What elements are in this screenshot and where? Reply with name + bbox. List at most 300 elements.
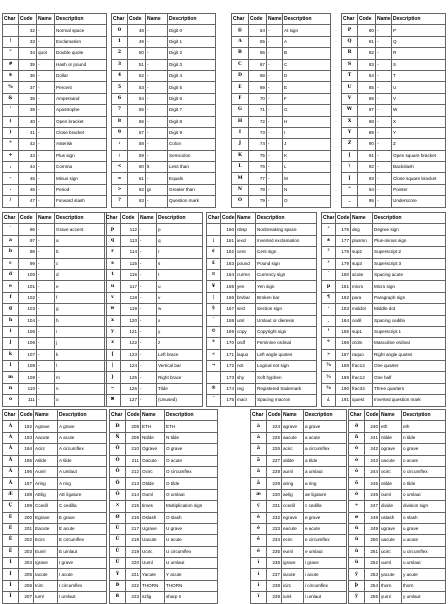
- char-cell: H: [232, 116, 249, 127]
- table-row: [342, 105, 446, 116]
- char-cell: Ê: [3, 535, 19, 546]
- code-cell: 36: [19, 70, 37, 81]
- table-row: [3, 535, 107, 546]
- table-row: [251, 478, 347, 489]
- char-cell: v: [105, 292, 121, 303]
- code-cell: 166: [221, 292, 236, 303]
- description-cell: Greater than: [168, 184, 216, 195]
- entity-name-cell: -: [267, 139, 283, 150]
- description-cell: Colon: [168, 139, 216, 150]
- code-cell: 61: [128, 173, 146, 184]
- char-cell: R: [342, 48, 358, 59]
- code-cell: 47: [19, 196, 37, 207]
- description-cell: x: [157, 315, 203, 326]
- table-row: [322, 315, 446, 326]
- code-cell: 48: [128, 25, 146, 36]
- entity-name-cell: Iacute: [34, 569, 58, 580]
- code-cell: 171: [221, 349, 236, 360]
- description-header: Description: [55, 213, 107, 224]
- char-cell: 4: [112, 70, 128, 81]
- char-cell: |: [105, 361, 121, 372]
- code-cell: 164: [221, 269, 236, 280]
- table-row: [105, 247, 203, 258]
- code-cell: 102: [19, 292, 37, 303]
- description-cell: g: [55, 304, 107, 315]
- char-cell: *: [3, 139, 19, 150]
- code-cell: 249: [365, 523, 380, 534]
- description-cell: Copyright sign: [256, 326, 317, 337]
- char-cell: ¢: [207, 247, 221, 258]
- entity-name-cell: deg: [351, 224, 373, 235]
- entity-name-cell: frac12: [351, 372, 373, 383]
- table-row: [110, 546, 218, 557]
- char-cell: Ò: [110, 444, 126, 455]
- entity-name-cell: uacute: [380, 535, 402, 546]
- entity-name-cell: -: [146, 82, 168, 93]
- code-cell: 174: [221, 383, 236, 394]
- code-cell: 181: [336, 281, 351, 292]
- code-cell: 37: [19, 82, 37, 93]
- code-cell: 204: [19, 558, 34, 569]
- description-cell: Middle dot: [373, 304, 446, 315]
- char-table: [341, 13, 446, 208]
- description-cell: One half: [373, 372, 446, 383]
- code-cell: 203: [19, 546, 34, 557]
- entity-name-cell: -: [37, 372, 55, 383]
- description-cell: t: [157, 269, 203, 280]
- description-header: Description: [168, 14, 216, 25]
- code-cell: 196: [19, 466, 34, 477]
- table-row: [342, 25, 446, 36]
- entity-name-cell: acute: [351, 269, 373, 280]
- table-row: [322, 269, 446, 280]
- description-cell: R: [392, 48, 446, 59]
- entity-name-cell: Aring: [34, 478, 58, 489]
- table-row: [342, 196, 446, 207]
- entity-name-cell: -: [37, 173, 55, 184]
- code-cell: 82: [358, 48, 376, 59]
- description-cell: e umlaut: [304, 546, 347, 557]
- description-cell: a umlaut: [304, 466, 347, 477]
- code-cell: 81: [358, 36, 376, 47]
- code-cell: 99: [19, 258, 37, 269]
- code-cell: 182: [336, 292, 351, 303]
- description-cell: Umlaut or dieresis: [256, 315, 317, 326]
- entity-name-cell: -: [139, 395, 157, 406]
- entity-name-cell: -: [37, 105, 55, 116]
- description-cell: A: [283, 36, 331, 47]
- code-cell: 96: [19, 224, 37, 235]
- entity-name-cell: -: [37, 116, 55, 127]
- entity-name-cell: -: [139, 304, 157, 315]
- entity-name-cell: sect: [236, 304, 256, 315]
- description-cell: Minus sign: [55, 173, 107, 184]
- code-cell: 193: [19, 432, 34, 443]
- description-cell: Left angle quotes: [256, 349, 317, 360]
- code-cell: 188: [336, 361, 351, 372]
- char-table: [231, 13, 331, 208]
- entity-name-cell: Oacute: [141, 455, 165, 466]
- table-row: [110, 421, 218, 432]
- table-row: [110, 512, 218, 523]
- code-cell: 215: [126, 501, 141, 512]
- name-header: Name: [141, 410, 165, 421]
- code-cell: 87: [358, 105, 376, 116]
- char-cell: n: [3, 383, 19, 394]
- code-cell: 75: [249, 150, 267, 161]
- entity-name-cell: uuml: [380, 558, 402, 569]
- entity-name-cell: -: [37, 59, 55, 70]
- entity-name-cell: frac14: [351, 361, 373, 372]
- entity-name-cell: ntilde: [380, 432, 402, 443]
- table-row: [342, 93, 446, 104]
- description-cell: A grave: [58, 421, 107, 432]
- description-cell: o acute: [402, 455, 446, 466]
- description-cell: o slash: [402, 512, 446, 523]
- code-cell: 189: [336, 372, 351, 383]
- table-row: [251, 546, 347, 557]
- table-row: [322, 247, 446, 258]
- description-cell: Double quote: [55, 48, 107, 59]
- header-row: [342, 14, 446, 25]
- description-cell: Nonbreaking space: [256, 224, 317, 235]
- entity-name-cell: -: [37, 36, 55, 47]
- entity-name-cell: ordm: [351, 338, 373, 349]
- entity-name-cell: -: [37, 326, 55, 337]
- entity-name-cell: iexcl: [236, 235, 256, 246]
- entity-name-cell: yen: [236, 281, 256, 292]
- entity-name-cell: ucirc: [380, 546, 402, 557]
- table-row: [207, 235, 317, 246]
- description-cell: Currency sign: [256, 269, 317, 280]
- description-cell: U grave: [165, 523, 218, 534]
- code-cell: 165: [221, 281, 236, 292]
- entity-name-cell: Ograve: [141, 444, 165, 455]
- char-cell: c: [3, 258, 19, 269]
- char-cell: y: [105, 326, 121, 337]
- description-cell: Digit 5: [168, 82, 216, 93]
- table-row: [112, 184, 216, 195]
- char-cell: ½: [322, 372, 336, 383]
- code-cell: 125: [121, 372, 139, 383]
- entity-name-cell: -: [376, 139, 392, 150]
- table-row: [251, 455, 347, 466]
- char-cell: »: [322, 349, 336, 360]
- char-cell: ì: [251, 558, 267, 569]
- entity-name-cell: -: [267, 70, 283, 81]
- description-cell: Forward slash: [55, 196, 107, 207]
- code-cell: 88: [358, 116, 376, 127]
- entity-name-cell: -: [376, 25, 392, 36]
- code-cell: 112: [121, 224, 139, 235]
- code-cell: 212: [126, 466, 141, 477]
- description-cell: AE ligature: [58, 489, 107, 500]
- table-row: [342, 139, 446, 150]
- entity-name-cell: -: [37, 93, 55, 104]
- entity-name-cell: -: [267, 59, 283, 70]
- entity-name-cell: Icirc: [34, 580, 58, 591]
- table-row: [112, 93, 216, 104]
- code-cell: 126: [121, 383, 139, 394]
- code-cell: 92: [358, 162, 376, 173]
- description-cell: Dollar: [55, 70, 107, 81]
- char-cell: Ó: [110, 455, 126, 466]
- char-cell: Ã: [3, 455, 19, 466]
- table-row: [3, 269, 107, 280]
- code-cell: 200: [19, 512, 34, 523]
- char-cell: 3: [112, 59, 128, 70]
- char-header: Char: [3, 410, 19, 421]
- entity-name-cell: icirc: [282, 580, 304, 591]
- table-row: [110, 478, 218, 489]
- description-cell: Inverted exclamation: [256, 235, 317, 246]
- char-cell: ~: [105, 383, 121, 394]
- code-cell: 85: [358, 82, 376, 93]
- char-cell: Y: [342, 127, 358, 138]
- entity-name-cell: Euml: [34, 546, 58, 557]
- char-cell: t: [105, 269, 121, 280]
- char-cell: è: [251, 512, 267, 523]
- table-row: [349, 489, 446, 500]
- table-row: [342, 59, 446, 70]
- char-cell: Ä: [3, 466, 19, 477]
- entity-name-cell: ecirc: [282, 535, 304, 546]
- code-cell: 216: [126, 512, 141, 523]
- description-cell: Vertical bar: [157, 361, 203, 372]
- char-cell: ó: [349, 455, 365, 466]
- description-cell: e grave: [304, 512, 347, 523]
- description-cell: Digit 4: [168, 70, 216, 81]
- entity-name-cell: uml: [236, 315, 256, 326]
- table-row: [251, 466, 347, 477]
- description-cell: u circumflex: [402, 546, 446, 557]
- description-cell: Y acute: [165, 569, 218, 580]
- entity-name-cell: -: [37, 292, 55, 303]
- entity-name-cell: -: [376, 127, 392, 138]
- code-cell: 74: [249, 139, 267, 150]
- char-cell: Æ: [3, 489, 19, 500]
- table-row: [3, 372, 107, 383]
- entity-name-cell: raquo: [351, 349, 373, 360]
- code-cell: 202: [19, 535, 34, 546]
- char-cell: z: [105, 338, 121, 349]
- entity-name-cell: lt: [146, 162, 168, 173]
- entity-name-cell: cedil: [351, 315, 373, 326]
- description-cell: I: [283, 127, 331, 138]
- description-cell: A umlaut: [58, 466, 107, 477]
- entity-name-cell: -: [267, 173, 283, 184]
- entity-name-cell: Atilde: [34, 455, 58, 466]
- table-row: [3, 466, 107, 477]
- code-cell: 210: [126, 444, 141, 455]
- table-row: [105, 235, 203, 246]
- code-cell: 186: [336, 338, 351, 349]
- char-cell: U: [342, 82, 358, 93]
- entity-name-cell: Uacute: [141, 535, 165, 546]
- table-row: [3, 116, 107, 127]
- description-cell: p: [157, 224, 203, 235]
- code-cell: 201: [19, 523, 34, 534]
- table-row: [322, 372, 446, 383]
- table-row: [251, 569, 347, 580]
- char-cell: £: [207, 258, 221, 269]
- entity-name-cell: -: [139, 361, 157, 372]
- table-row: [3, 36, 107, 47]
- code-cell: 178: [336, 247, 351, 258]
- code-cell: 191: [336, 395, 351, 406]
- char-cell: $: [3, 70, 19, 81]
- entity-name-cell: -: [267, 93, 283, 104]
- entity-name-cell: frac34: [351, 383, 373, 394]
- entity-name-cell: -: [146, 196, 168, 207]
- code-cell: 168: [221, 315, 236, 326]
- entity-name-cell: -: [376, 59, 392, 70]
- char-cell: `: [3, 224, 19, 235]
- char-cell: ø: [349, 512, 365, 523]
- name-header: Name: [267, 14, 283, 25]
- description-cell: O slash: [165, 512, 218, 523]
- description-cell: r: [157, 247, 203, 258]
- code-cell: 246: [365, 489, 380, 500]
- code-cell: 255: [365, 592, 380, 603]
- entity-name-cell: -: [37, 361, 55, 372]
- description-cell: o umlaut: [402, 489, 446, 500]
- table-row: [322, 338, 446, 349]
- code-cell: 46: [19, 184, 37, 195]
- description-cell: Period: [55, 184, 107, 195]
- description-header: Description: [165, 410, 218, 421]
- entity-name-cell: pound: [236, 258, 256, 269]
- description-header: Description: [304, 410, 347, 421]
- table-row: [3, 292, 107, 303]
- description-cell: u acute: [402, 535, 446, 546]
- code-cell: 103: [19, 304, 37, 315]
- char-cell: ): [3, 127, 19, 138]
- char-cell: Þ: [110, 580, 126, 591]
- char-cell: 0: [112, 25, 128, 36]
- table-row: [207, 269, 317, 280]
- char-cell: ¼: [322, 361, 336, 372]
- description-cell: N tilde: [165, 432, 218, 443]
- description-cell: One quarter: [373, 361, 446, 372]
- entity-name-cell: -: [146, 139, 168, 150]
- code-cell: 225: [267, 432, 282, 443]
- table-row: [349, 546, 446, 557]
- table-row: [342, 48, 446, 59]
- char-cell: #: [3, 59, 19, 70]
- table-row: [251, 592, 347, 603]
- code-cell: 169: [221, 326, 236, 337]
- char-cell: 5: [112, 82, 128, 93]
- table-row: [232, 162, 331, 173]
- name-header: Name: [139, 213, 157, 224]
- description-cell: E: [283, 82, 331, 93]
- name-header: Name: [282, 410, 304, 421]
- table-row: [349, 569, 446, 580]
- code-cell: 34: [19, 48, 37, 59]
- char-table: [206, 212, 317, 407]
- description-cell: f: [55, 292, 107, 303]
- entity-name-cell: shy: [236, 372, 256, 383]
- code-cell: 115: [121, 258, 139, 269]
- char-cell: Q: [342, 36, 358, 47]
- name-header: Name: [351, 213, 373, 224]
- code-cell: 240: [365, 421, 380, 432]
- entity-name-cell: iquest: [351, 395, 373, 406]
- char-cell: Ñ: [110, 432, 126, 443]
- table-row: [105, 372, 203, 383]
- entity-name-cell: iacute: [282, 569, 304, 580]
- char-cell: b: [3, 247, 19, 258]
- description-cell: y: [157, 326, 203, 337]
- table-row: [3, 48, 107, 59]
- code-cell: 180: [336, 269, 351, 280]
- char-cell: T: [342, 70, 358, 81]
- code-cell: 121: [121, 326, 139, 337]
- description-cell: Apostrophe: [55, 105, 107, 116]
- code-cell: 232: [267, 512, 282, 523]
- description-cell: L: [283, 162, 331, 173]
- code-cell: 122: [121, 338, 139, 349]
- table-row: [349, 466, 446, 477]
- table-row: [110, 535, 218, 546]
- char-table: [348, 409, 446, 604]
- entity-name-cell: -: [37, 247, 55, 258]
- char-cell: C: [232, 59, 249, 70]
- code-cell: 110: [19, 383, 37, 394]
- char-cell: ': [3, 105, 19, 116]
- char-cell: ·: [322, 304, 336, 315]
- description-cell: Yen sign: [256, 281, 317, 292]
- entity-name-cell: aring: [282, 478, 304, 489]
- description-cell: Soft hyphen: [256, 372, 317, 383]
- description-cell: THORN: [165, 580, 218, 591]
- table-row: [110, 455, 218, 466]
- table-row: [3, 224, 107, 235]
- entity-name-cell: THORN: [141, 580, 165, 591]
- table-row: [207, 326, 317, 337]
- description-cell: Masculine ordinal: [373, 338, 446, 349]
- description-cell: i circumflex: [304, 580, 347, 591]
- char-header: Char: [105, 213, 121, 224]
- char-header: Char: [112, 14, 128, 25]
- description-cell: E grave: [58, 512, 107, 523]
- description-cell: sharp s: [165, 592, 218, 603]
- description-cell: Plus-minus sign: [373, 235, 446, 246]
- description-cell: C cedilla: [58, 501, 107, 512]
- code-cell: 227: [267, 455, 282, 466]
- table-row: [3, 432, 107, 443]
- table-row: [349, 455, 446, 466]
- name-header: Name: [236, 213, 256, 224]
- entity-name-cell: -: [146, 93, 168, 104]
- char-cell: ±: [322, 235, 336, 246]
- char-cell: _: [342, 196, 358, 207]
- description-cell: u grave: [402, 523, 446, 534]
- code-cell: 64: [249, 25, 267, 36]
- code-cell: 127: [121, 395, 139, 406]
- table-row: [232, 150, 331, 161]
- table-row: [251, 501, 347, 512]
- description-cell: E acute: [58, 523, 107, 534]
- entity-name-cell: gt: [146, 184, 168, 195]
- table-row: [207, 224, 317, 235]
- code-cell: 245: [365, 478, 380, 489]
- description-cell: Three quarters: [373, 383, 446, 394]
- char-cell: <: [112, 162, 128, 173]
- char-cell: ß: [110, 592, 126, 603]
- char-cell: ¸: [322, 315, 336, 326]
